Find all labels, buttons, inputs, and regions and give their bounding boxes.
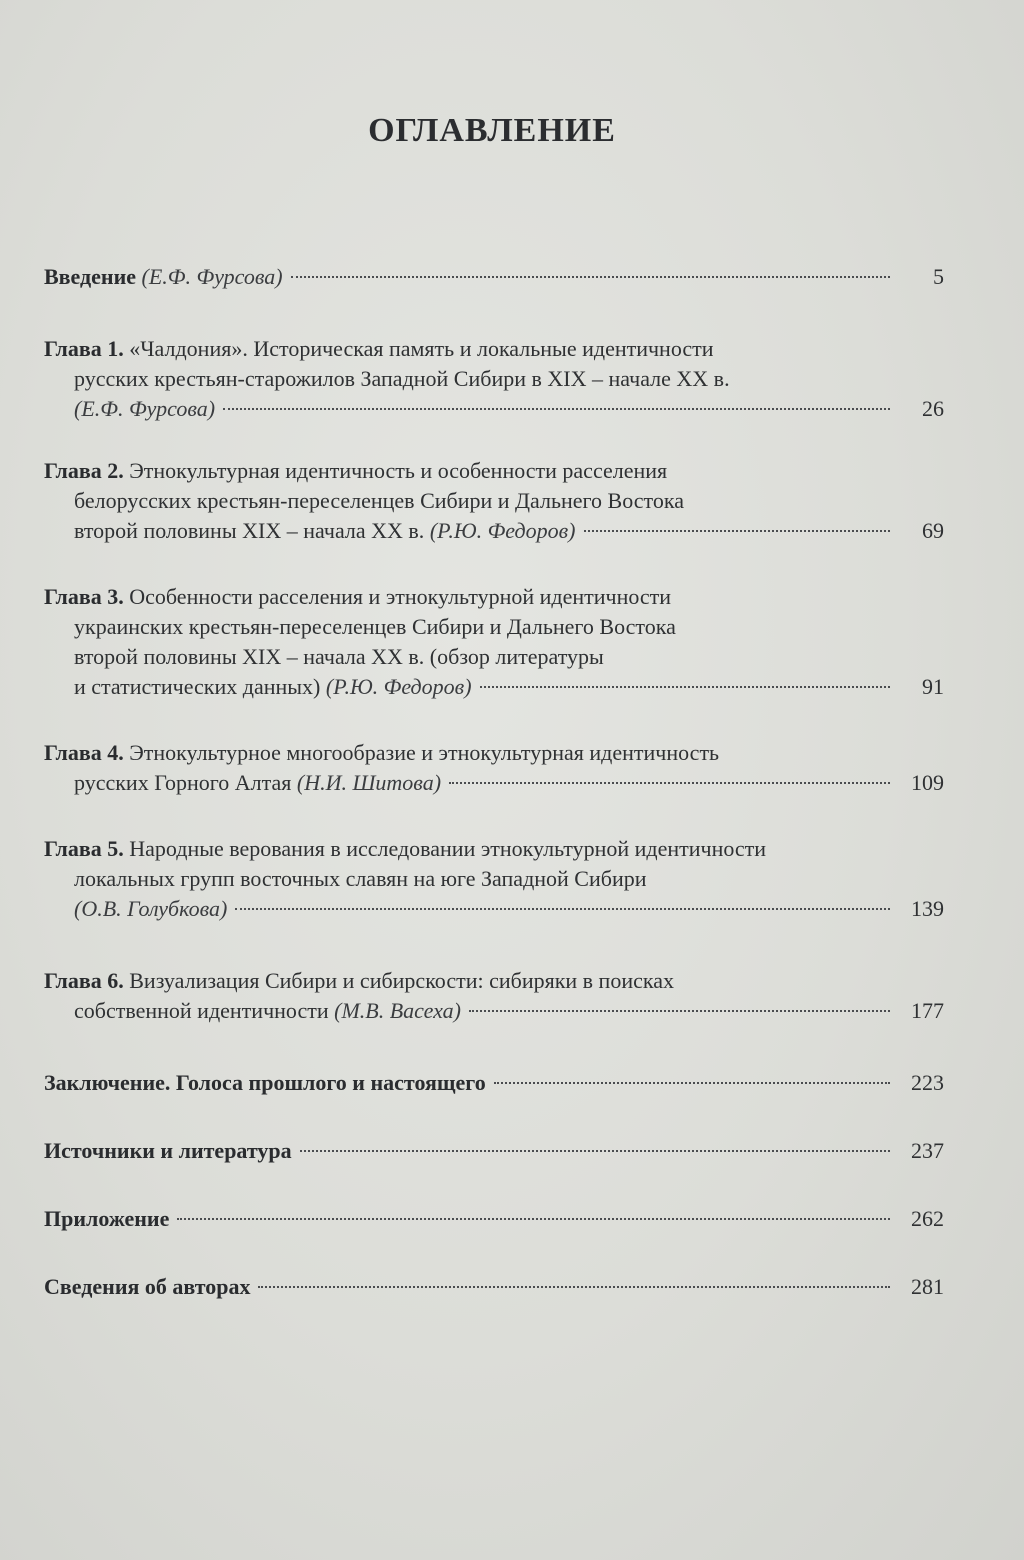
toc-entry-chapter-5 bbox=[44, 834, 944, 924]
dot-leader bbox=[300, 1150, 890, 1152]
toc-entry-introduction bbox=[44, 262, 944, 292]
page-number: 237 bbox=[911, 1138, 944, 1163]
dot-leader bbox=[291, 276, 890, 278]
entry-text-line: Визуализация Сибири и сибирскости: сибиряки в поисках bbox=[129, 968, 674, 993]
entry-label: Глава 4. bbox=[44, 740, 124, 765]
entry-author: (О.В. Голубкова) bbox=[74, 896, 228, 921]
entry-text-line: русских Горного Алтая bbox=[74, 770, 292, 795]
entry-text-line: «Чалдония». Историческая память и локальные идентичности bbox=[129, 336, 714, 361]
entry-text-line: второй половины XIX – начала XX в. (обзор литературы bbox=[74, 644, 604, 669]
page-number: 177 bbox=[911, 998, 944, 1023]
page-number: 262 bbox=[911, 1206, 944, 1231]
toc-entry-chapter-2 bbox=[44, 456, 944, 546]
page-number: 281 bbox=[911, 1274, 944, 1299]
dot-leader bbox=[469, 1010, 890, 1012]
page-number: 69 bbox=[922, 518, 944, 543]
dot-leader bbox=[480, 686, 890, 688]
page-number: 139 bbox=[911, 896, 944, 921]
toc-entry-appendix bbox=[44, 1204, 944, 1234]
entry-text-line: русских крестьян-старожилов Западной Сибири в XIX – начале XX в. bbox=[74, 366, 730, 391]
entry-text-line: Этнокультурное многообразие и этнокультурная идентичность bbox=[129, 740, 720, 765]
entry-title: Заключение. Голоса прошлого и настоящего bbox=[44, 1070, 486, 1095]
entry-label: Глава 1. bbox=[44, 336, 124, 361]
page-number: 223 bbox=[911, 1070, 944, 1095]
entry-text-line: украинских крестьян-переселенцев Сибири и Дальнего Востока bbox=[74, 614, 676, 639]
entry-text-line: Этнокультурная идентичность и особенности расселения bbox=[129, 458, 668, 483]
entry-text-line: второй половины XIX – начала XX в. bbox=[74, 518, 425, 543]
dot-leader bbox=[258, 1286, 890, 1288]
entry-text-line: Народные верования в исследовании этнокультурной идентичности bbox=[129, 836, 767, 861]
entry-text-line: собственной идентичности bbox=[74, 998, 329, 1023]
dot-leader bbox=[177, 1218, 890, 1220]
dot-leader bbox=[235, 908, 890, 910]
page-number: 26 bbox=[922, 396, 944, 421]
entry-text-line: локальных групп восточных славян на юге Западной Сибири bbox=[74, 866, 647, 891]
toc-entry-chapter-6 bbox=[44, 966, 944, 1026]
entry-text-line: и статистических данных) bbox=[74, 674, 321, 699]
page-number: 91 bbox=[922, 674, 944, 699]
toc-entry-chapter-3 bbox=[44, 582, 944, 702]
toc-entry-chapter-1 bbox=[44, 334, 944, 424]
entry-text-line: Особенности расселения и этнокультурной идентичности bbox=[129, 584, 672, 609]
entry-label: Глава 2. bbox=[44, 458, 124, 483]
page-title: ОГЛАВЛЕНИЕ bbox=[368, 112, 616, 149]
dot-leader bbox=[449, 782, 890, 784]
toc-entry-conclusion bbox=[44, 1068, 944, 1098]
dot-leader bbox=[494, 1082, 890, 1084]
toc-entry-sources bbox=[44, 1136, 944, 1166]
entry-label: Глава 6. bbox=[44, 968, 124, 993]
entry-title: Приложение bbox=[44, 1206, 170, 1231]
entry-label: Глава 3. bbox=[44, 584, 124, 609]
entry-author: (Е.Ф. Фурсова) bbox=[141, 264, 283, 289]
dot-leader bbox=[584, 530, 891, 532]
dot-leader bbox=[223, 408, 890, 410]
entry-label: Глава 5. bbox=[44, 836, 124, 861]
entry-author: (М.В. Васеха) bbox=[334, 998, 461, 1023]
toc-entry-chapter-4 bbox=[44, 738, 944, 798]
entry-title: Сведения об авторах bbox=[44, 1274, 251, 1299]
entry-author: (Н.И. Шитова) bbox=[296, 770, 442, 795]
page-number: 109 bbox=[911, 770, 944, 795]
page-number: 5 bbox=[933, 264, 944, 289]
entry-author: (Е.Ф. Фурсова) bbox=[74, 396, 216, 421]
entry-text-line: белорусских крестьян-переселенцев Сибири и Дальнего Востока bbox=[74, 488, 684, 513]
entry-author: (Р.Ю. Федоров) bbox=[429, 518, 576, 543]
entry-label: Введение bbox=[44, 264, 137, 289]
toc-entry-authors bbox=[44, 1272, 944, 1302]
entry-title: Источники и литература bbox=[44, 1138, 292, 1163]
entry-author: (Р.Ю. Федоров) bbox=[325, 674, 472, 699]
